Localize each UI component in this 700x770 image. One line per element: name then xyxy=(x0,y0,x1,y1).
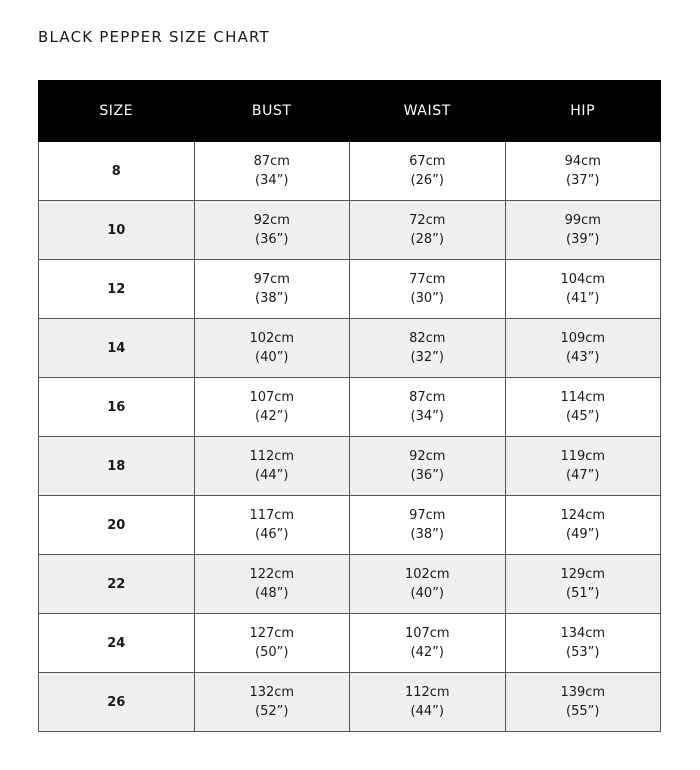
bust-cm-value: 122cm xyxy=(249,567,295,582)
column-header-size: SIZE xyxy=(39,81,195,142)
bust-cell xyxy=(194,496,350,555)
waist-cm-value: 77cm xyxy=(409,272,446,287)
bust-cm-value: 112cm xyxy=(249,449,295,464)
size-cell: 12 xyxy=(39,260,195,319)
bust-inch-value: (36”) xyxy=(255,232,289,247)
hip-cell xyxy=(505,142,661,201)
hip-cm-value: 139cm xyxy=(560,685,606,700)
bust-inch-value: (48”) xyxy=(255,586,289,601)
waist-inch-value: (30”) xyxy=(410,291,444,306)
waist-cm-value: 67cm xyxy=(409,154,446,169)
hip-inch-value: (39”) xyxy=(566,232,600,247)
waist-inch-value: (34”) xyxy=(410,409,444,424)
waist-cm-value: 102cm xyxy=(404,567,450,582)
bust-cm-value: 97cm xyxy=(253,272,290,287)
bust-inch-value: (38”) xyxy=(255,291,289,306)
waist-inch-value: (38”) xyxy=(410,527,444,542)
bust-cell xyxy=(194,437,350,496)
size-cell: 20 xyxy=(39,496,195,555)
bust-cell xyxy=(194,555,350,614)
waist-inch-value: (32”) xyxy=(410,350,444,365)
hip-inch-value: (51”) xyxy=(566,586,600,601)
hip-cell xyxy=(505,378,661,437)
waist-cell xyxy=(350,614,506,673)
bust-inch-value: (40”) xyxy=(255,350,289,365)
bust-cell xyxy=(194,260,350,319)
waist-cell xyxy=(350,142,506,201)
hip-cell xyxy=(505,555,661,614)
waist-inch-value: (26”) xyxy=(410,173,444,188)
hip-cell xyxy=(505,614,661,673)
bust-cm-value: 92cm xyxy=(253,213,290,228)
hip-cell xyxy=(505,319,661,378)
table-row xyxy=(39,319,661,378)
hip-cm-value: 99cm xyxy=(564,213,601,228)
column-header-bust: BUST xyxy=(194,81,350,142)
table-row xyxy=(39,260,661,319)
hip-cell xyxy=(505,260,661,319)
waist-cm-value: 87cm xyxy=(409,390,446,405)
waist-cell xyxy=(350,201,506,260)
hip-inch-value: (41”) xyxy=(566,291,600,306)
waist-inch-value: (42”) xyxy=(410,645,444,660)
size-cell: 14 xyxy=(39,319,195,378)
hip-inch-value: (55”) xyxy=(566,704,600,719)
bust-cm-value: 102cm xyxy=(249,331,295,346)
table-row xyxy=(39,378,661,437)
hip-cell xyxy=(505,437,661,496)
column-header-hip: HIP xyxy=(505,81,661,142)
waist-inch-value: (28”) xyxy=(410,232,444,247)
table-row xyxy=(39,614,661,673)
bust-cm-value: 132cm xyxy=(249,685,295,700)
hip-cm-value: 104cm xyxy=(560,272,606,287)
waist-inch-value: (44”) xyxy=(410,704,444,719)
bust-cell xyxy=(194,378,350,437)
hip-cm-value: 134cm xyxy=(560,626,606,641)
table-row xyxy=(39,142,661,201)
bust-cell xyxy=(194,201,350,260)
column-header-waist: WAIST xyxy=(350,81,506,142)
bust-inch-value: (46”) xyxy=(255,527,289,542)
size-cell: 16 xyxy=(39,378,195,437)
bust-cm-value: 117cm xyxy=(249,508,295,523)
hip-cm-value: 94cm xyxy=(564,154,601,169)
bust-cell xyxy=(194,673,350,732)
bust-inch-value: (42”) xyxy=(255,409,289,424)
waist-cm-value: 72cm xyxy=(409,213,446,228)
waist-cell xyxy=(350,437,506,496)
hip-inch-value: (49”) xyxy=(566,527,600,542)
bust-cell xyxy=(194,319,350,378)
waist-cm-value: 82cm xyxy=(409,331,446,346)
hip-cm-value: 114cm xyxy=(560,390,606,405)
bust-cell xyxy=(194,142,350,201)
waist-cm-value: 112cm xyxy=(404,685,450,700)
size-cell: 26 xyxy=(39,673,195,732)
bust-inch-value: (50”) xyxy=(255,645,289,660)
bust-cm-value: 87cm xyxy=(253,154,290,169)
bust-cm-value: 127cm xyxy=(249,626,295,641)
table-row xyxy=(39,496,661,555)
table-row xyxy=(39,555,661,614)
waist-inch-value: (40”) xyxy=(410,586,444,601)
hip-inch-value: (45”) xyxy=(566,409,600,424)
waist-cm-value: 92cm xyxy=(409,449,446,464)
hip-cm-value: 129cm xyxy=(560,567,606,582)
waist-cell xyxy=(350,319,506,378)
waist-cell xyxy=(350,555,506,614)
bust-cm-value: 107cm xyxy=(249,390,295,405)
size-chart-table xyxy=(38,80,661,732)
bust-inch-value: (52”) xyxy=(255,704,289,719)
hip-cm-value: 119cm xyxy=(560,449,606,464)
table-row xyxy=(39,437,661,496)
bust-inch-value: (34”) xyxy=(255,173,289,188)
waist-cm-value: 107cm xyxy=(404,626,450,641)
waist-cell xyxy=(350,260,506,319)
waist-cell xyxy=(350,496,506,555)
size-cell: 24 xyxy=(39,614,195,673)
waist-cell xyxy=(350,673,506,732)
hip-cell xyxy=(505,496,661,555)
hip-cm-value: 109cm xyxy=(560,331,606,346)
size-cell: 22 xyxy=(39,555,195,614)
hip-inch-value: (37”) xyxy=(566,173,600,188)
table-header-row xyxy=(39,81,661,142)
waist-inch-value: (36”) xyxy=(410,468,444,483)
hip-inch-value: (53”) xyxy=(566,645,600,660)
bust-cell xyxy=(194,614,350,673)
page-title: BLACK PEPPER SIZE CHART xyxy=(38,28,270,46)
size-cell: 8 xyxy=(39,142,195,201)
table-body xyxy=(39,142,661,732)
table-row xyxy=(39,673,661,732)
hip-cell xyxy=(505,673,661,732)
bust-inch-value: (44”) xyxy=(255,468,289,483)
waist-cm-value: 97cm xyxy=(409,508,446,523)
hip-cm-value: 124cm xyxy=(560,508,606,523)
hip-cell xyxy=(505,201,661,260)
size-cell: 10 xyxy=(39,201,195,260)
hip-inch-value: (43”) xyxy=(566,350,600,365)
size-cell: 18 xyxy=(39,437,195,496)
table-row xyxy=(39,201,661,260)
hip-inch-value: (47”) xyxy=(566,468,600,483)
waist-cell xyxy=(350,378,506,437)
